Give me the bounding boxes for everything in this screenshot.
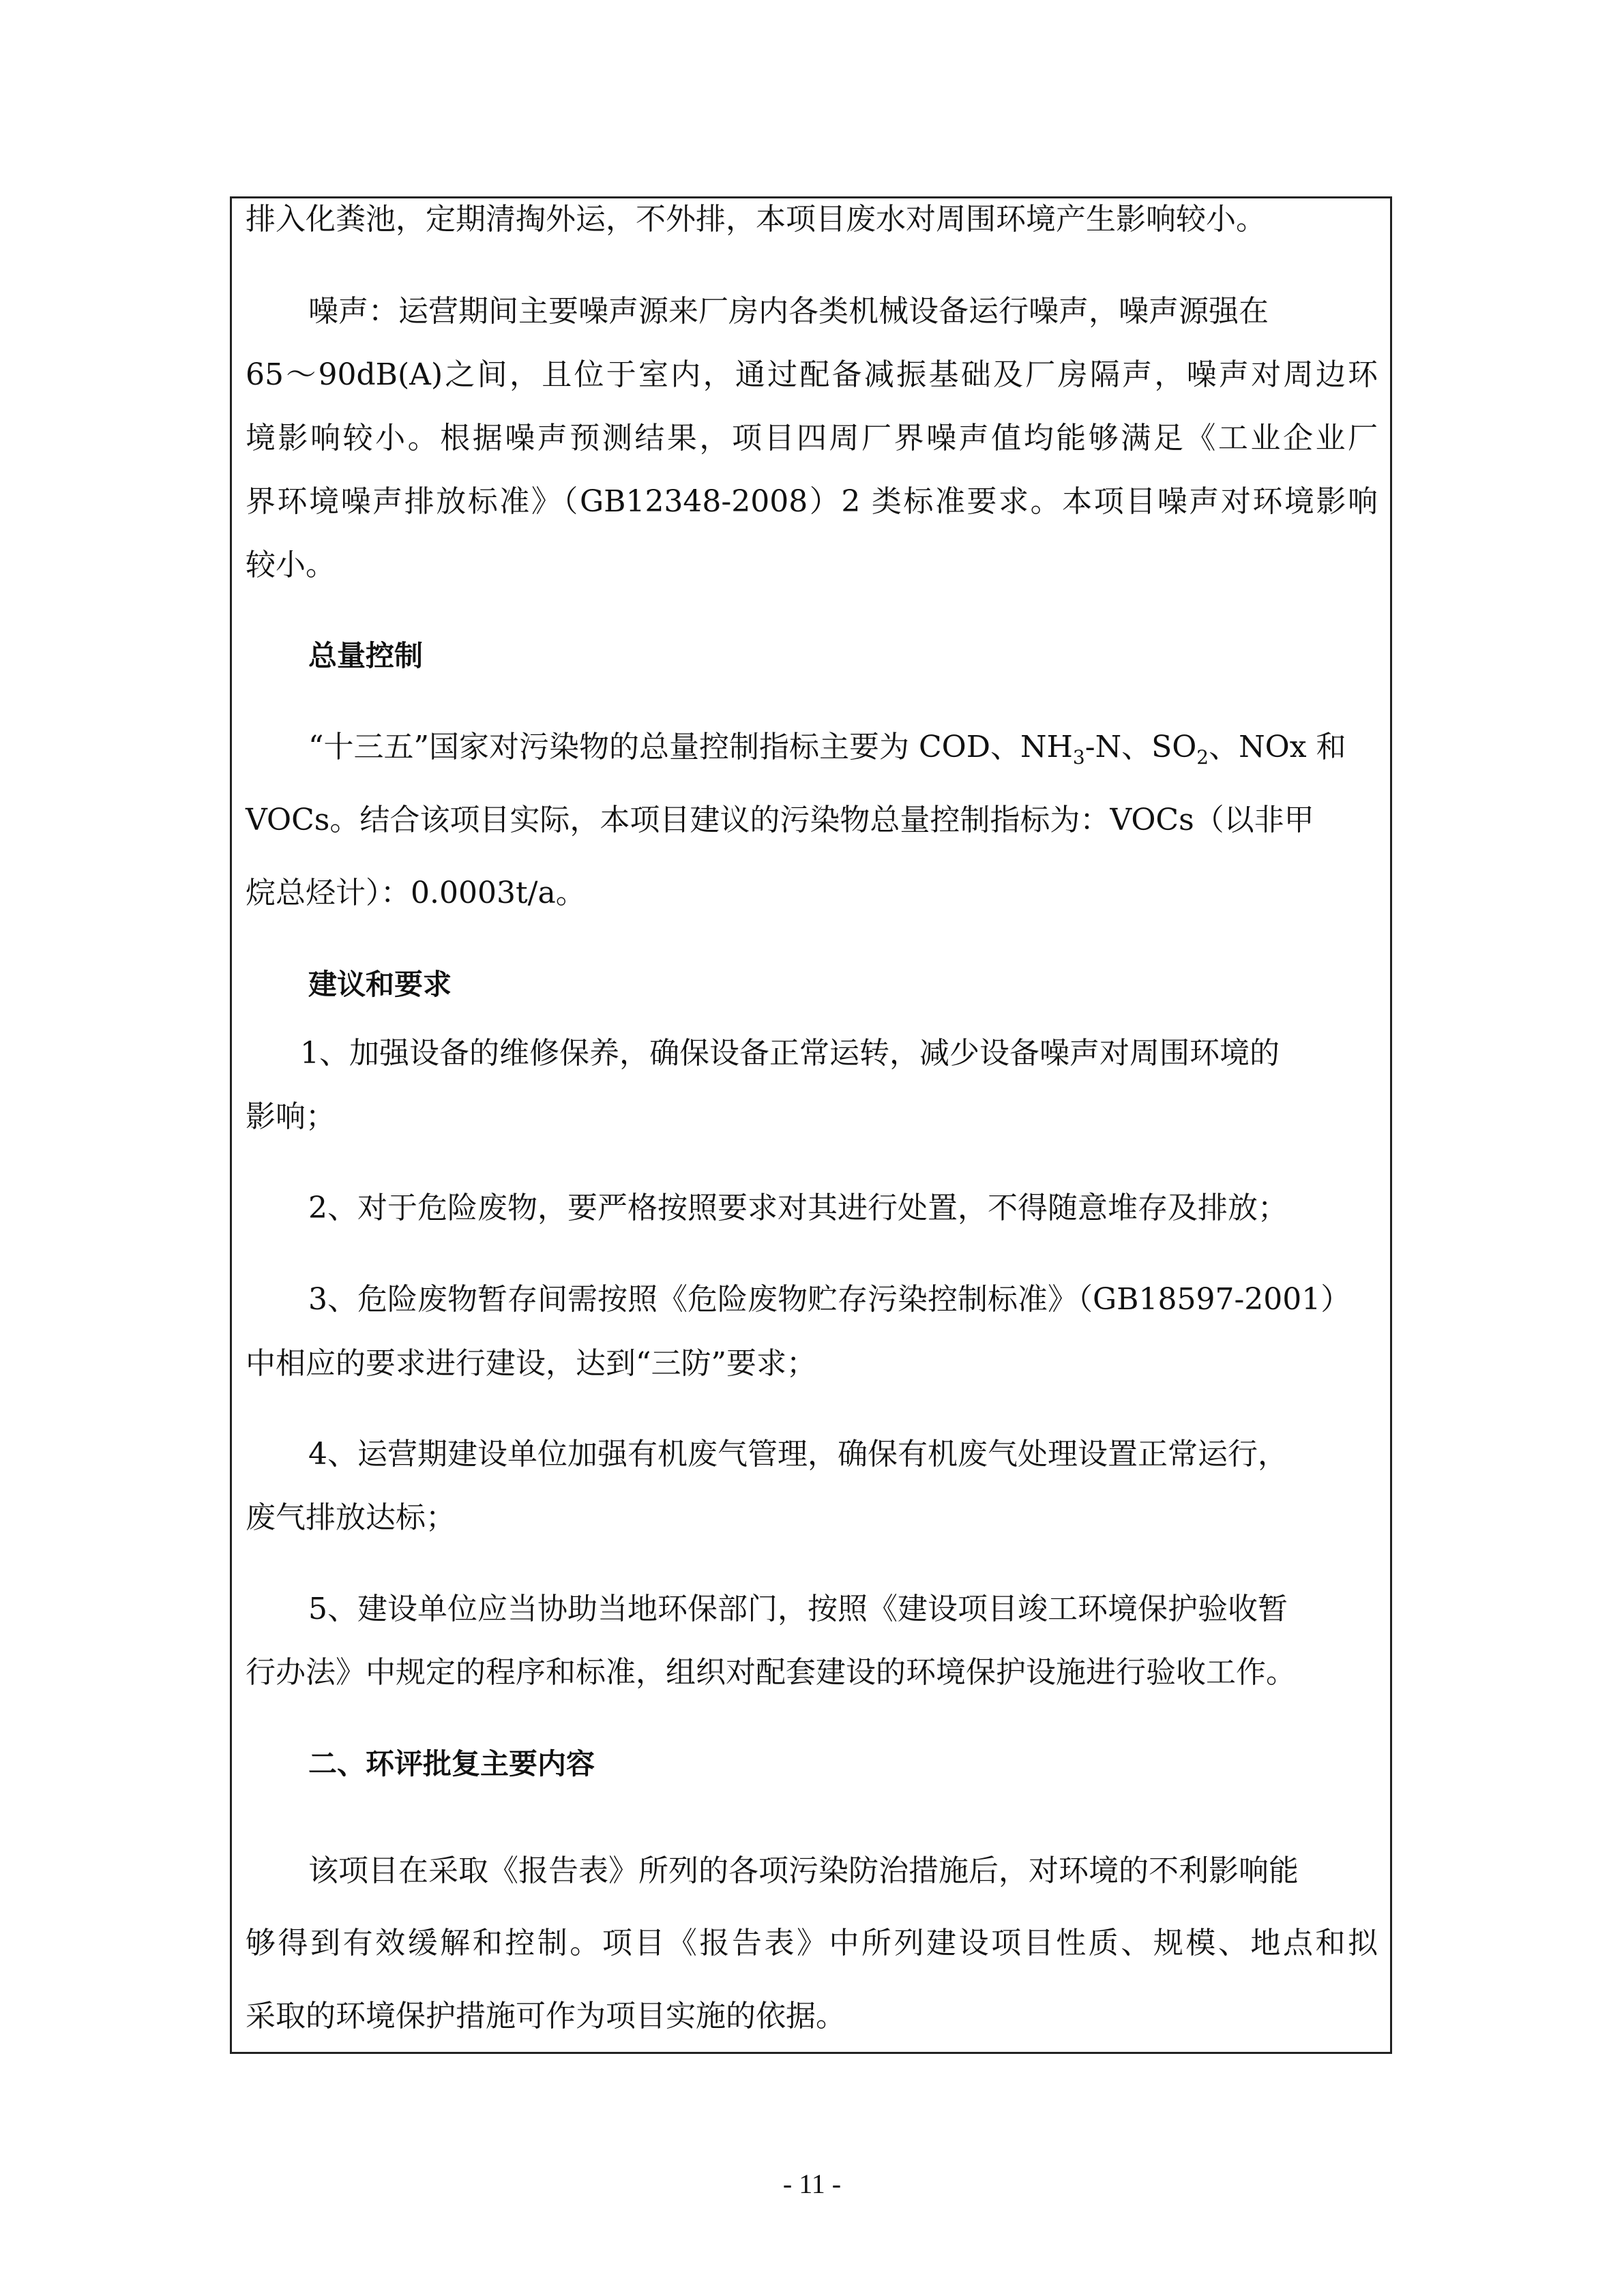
- list-item-4: 4、运营期建设单位加强有机废气管理，确保有机废气处理设置正常运行，: [308, 1437, 1288, 1472]
- page-number: - 11 -: [782, 2168, 842, 2199]
- text-line: 行办法》中规定的程序和标准，组织对配套建设的环境保护设施进行验收工作。: [246, 1655, 1296, 1690]
- list-item-3: 3、危险废物暂存间需按照《危险废物贮存污染控制标准》（GB18597-2001）: [308, 1282, 1351, 1317]
- list-item-2: 2、对于危险废物，要严格按照要求对其进行处置，不得随意堆存及排放；: [308, 1191, 1288, 1225]
- heading-suggestions: 建议和要求: [308, 968, 452, 1001]
- text-segment: VOCs。结合该项目实际，: [246, 803, 600, 837]
- text-line: 废气排放达标；: [246, 1500, 456, 1535]
- text-segment: “十三五”国家对污染物的总量控制指标主要为 COD、NH: [308, 730, 1073, 764]
- text-segment: -N、SO: [1084, 730, 1197, 764]
- subscript: 3: [1072, 746, 1085, 769]
- text-segment: VOCs（以非甲: [1110, 803, 1314, 837]
- text-line: 境影响较小。根据噪声预测结果，项目四周厂界噪声值均能够满足《工业企业厂: [246, 421, 1378, 456]
- text-line: 采取的环境保护措施可作为项目实施的依据。: [246, 1999, 846, 2033]
- text-line: 65～90dB(A)之间，且位于室内，通过配备减振基础及厂房隔声，噪声对周边环: [246, 357, 1378, 392]
- text-line: 够得到有效缓解和控制。项目《报告表》中所列建设项目性质、规模、地点和拟: [246, 1926, 1378, 1960]
- text-line: 影响；: [246, 1099, 336, 1134]
- heading-total-control: 总量控制: [308, 639, 424, 672]
- text-line-total-control: [308, 727, 1346, 768]
- text-line: 界环境噪声排放标准》（GB12348-2008）2 类标准要求。本项目噪声对环境影响: [246, 484, 1378, 519]
- list-item-1: 1、加强设备的维修保养，确保设备正常运转，减少设备噪声对周围环境的: [300, 1036, 1280, 1071]
- paragraph-noise-start: 噪声：运营期间主要噪声源来厂房内各类机械设备运行噪声，噪声源强在: [308, 294, 1269, 329]
- text-line: 排入化粪池，定期清掏外运，不外排，本项目废水对周围环境产生影响较小。: [246, 202, 1266, 237]
- heading-approval: 二、环评批复主要内容: [308, 1747, 595, 1780]
- text-line: 烷总烃计）：0.0003t/a。: [246, 876, 586, 910]
- subscript: 2: [1196, 746, 1209, 769]
- text-line: 中相应的要求进行建设，达到“三防”要求；: [246, 1346, 816, 1381]
- text-line: 较小。: [246, 548, 336, 582]
- list-item-5: 5、建设单位应当协助当地环保部门，按照《建设项目竣工环境保护验收暂: [308, 1592, 1288, 1626]
- text-segment: 、NOx 和: [1209, 730, 1346, 764]
- text-segment-sans: 本项目建议的污染物总量控制指标为：: [600, 803, 1110, 837]
- text-line-vocs: [246, 800, 1314, 841]
- paragraph-approval-start: 该项目在采取《报告表》所列的各项污染防治措施后，对环境的不利影响能: [308, 1853, 1299, 1888]
